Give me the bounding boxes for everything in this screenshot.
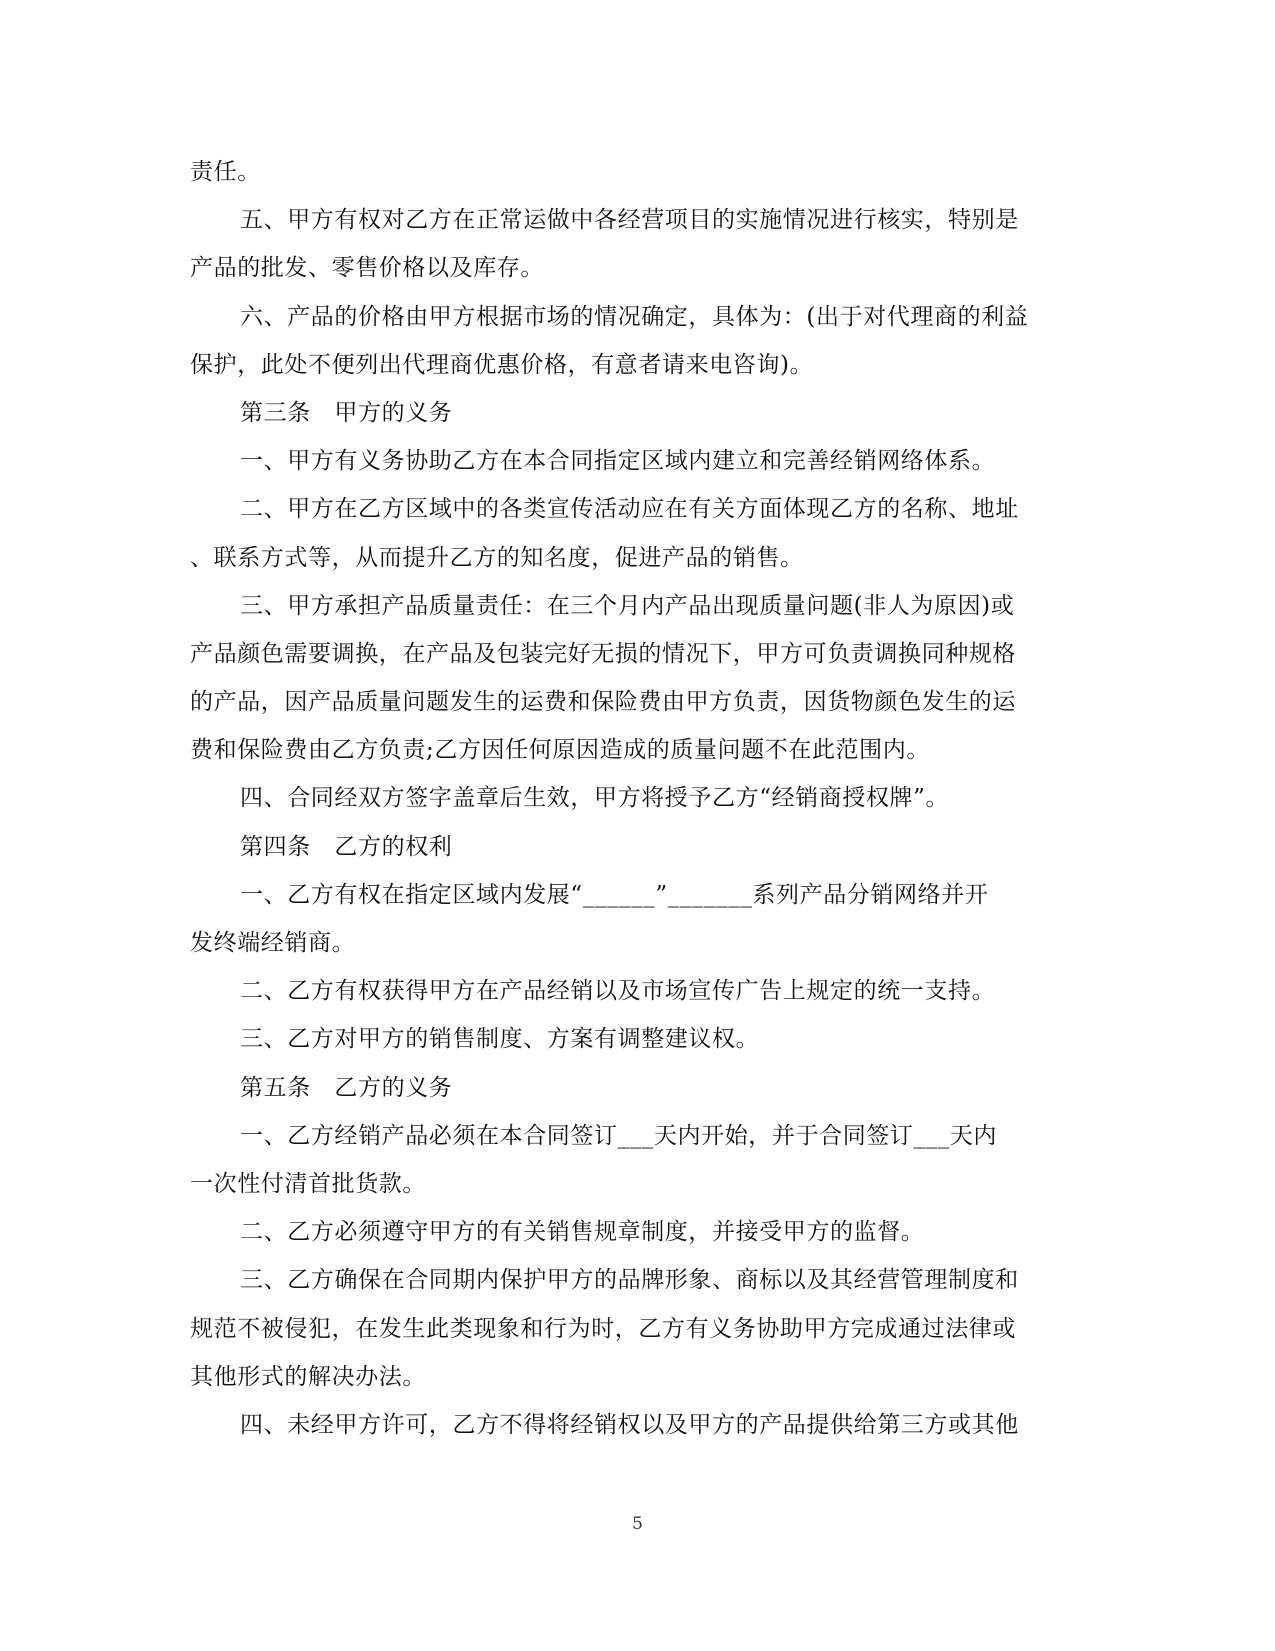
- document-body: [190, 148, 1070, 1449]
- text-line: 发终端经销商。: [190, 930, 356, 956]
- text-line: 规范不被侵犯，在发生此类现象和行为时，乙方有义务协助甲方完成通过法律或: [190, 1315, 1016, 1342]
- text-line: 一、乙方有权在指定区域内发展“______”_______系列产品分销网络并开: [240, 881, 989, 908]
- text-line: 产品的批发、零售价格以及库存。: [190, 255, 544, 282]
- section-heading: 第三条 甲方的义务: [240, 399, 453, 426]
- text-line: 五、甲方有权对乙方在正常运做中各经营项目的实施情况进行核实，特别是: [240, 207, 1019, 234]
- text-line: 二、甲方在乙方区域中的各类宣传活动应在有关方面体现乙方的名称、地址: [240, 496, 1019, 523]
- text-line: 其他形式的解决办法。: [190, 1363, 426, 1390]
- text-line: 二、乙方必须遵守甲方的有关销售规章制度，并接受甲方的监督。: [240, 1219, 925, 1246]
- text-line: 、联系方式等，从而提升乙方的知名度，促进产品的销售。: [190, 544, 804, 571]
- text-line: 一、甲方有义务协助乙方在本合同指定区域内建立和完善经销网络体系。: [240, 448, 996, 475]
- text-line: 三、甲方承担产品质量责任：在三个月内产品出现质量问题(非人为原因)或: [240, 592, 1015, 619]
- text-line: 责任。: [190, 159, 261, 185]
- text-line: 二、乙方有权获得甲方在产品经销以及市场宣传广告上规定的统一支持。: [240, 978, 996, 1005]
- text-line: 的产品，因产品质量问题发生的运费和保险费由甲方负责，因货物颜色发生的运: [190, 689, 1016, 716]
- text-line: 四、合同经双方签字盖章后生效，甲方将授予乙方“经销商授权牌”。: [240, 785, 950, 812]
- text-line: 产品颜色需要调换，在产品及包装完好无损的情况下，甲方可负责调换同种规格: [190, 640, 1016, 667]
- text-line: 六、产品的价格由甲方根据市场的情况确定，具体为：(出于对代理商的利益: [240, 303, 1029, 330]
- page-number: 5: [632, 1514, 643, 1534]
- section-heading: 第五条 乙方的义务: [240, 1074, 453, 1101]
- text-line: 一次性付清首批货款。: [190, 1170, 426, 1197]
- text-line: 三、乙方确保在合同期内保护甲方的品牌形象、商标以及其经营管理制度和: [240, 1267, 1019, 1294]
- text-line: 费和保险费由乙方负责;乙方因任何原因造成的质量问题不在此范围内。: [190, 737, 930, 764]
- text-line: 一、乙方经销产品必须在本合同签订___天内开始，并于合同签订___天内: [240, 1122, 997, 1149]
- section-heading: 第四条 乙方的权利: [240, 833, 453, 860]
- text-line: 四、未经甲方许可，乙方不得将经销权以及甲方的产品提供给第三方或其他: [240, 1411, 1019, 1438]
- text-line: 保护，此处不便列出代理商优惠价格，有意者请来电咨询)。: [190, 351, 814, 378]
- text-line: 三、乙方对甲方的销售制度、方案有调整建议权。: [240, 1026, 760, 1053]
